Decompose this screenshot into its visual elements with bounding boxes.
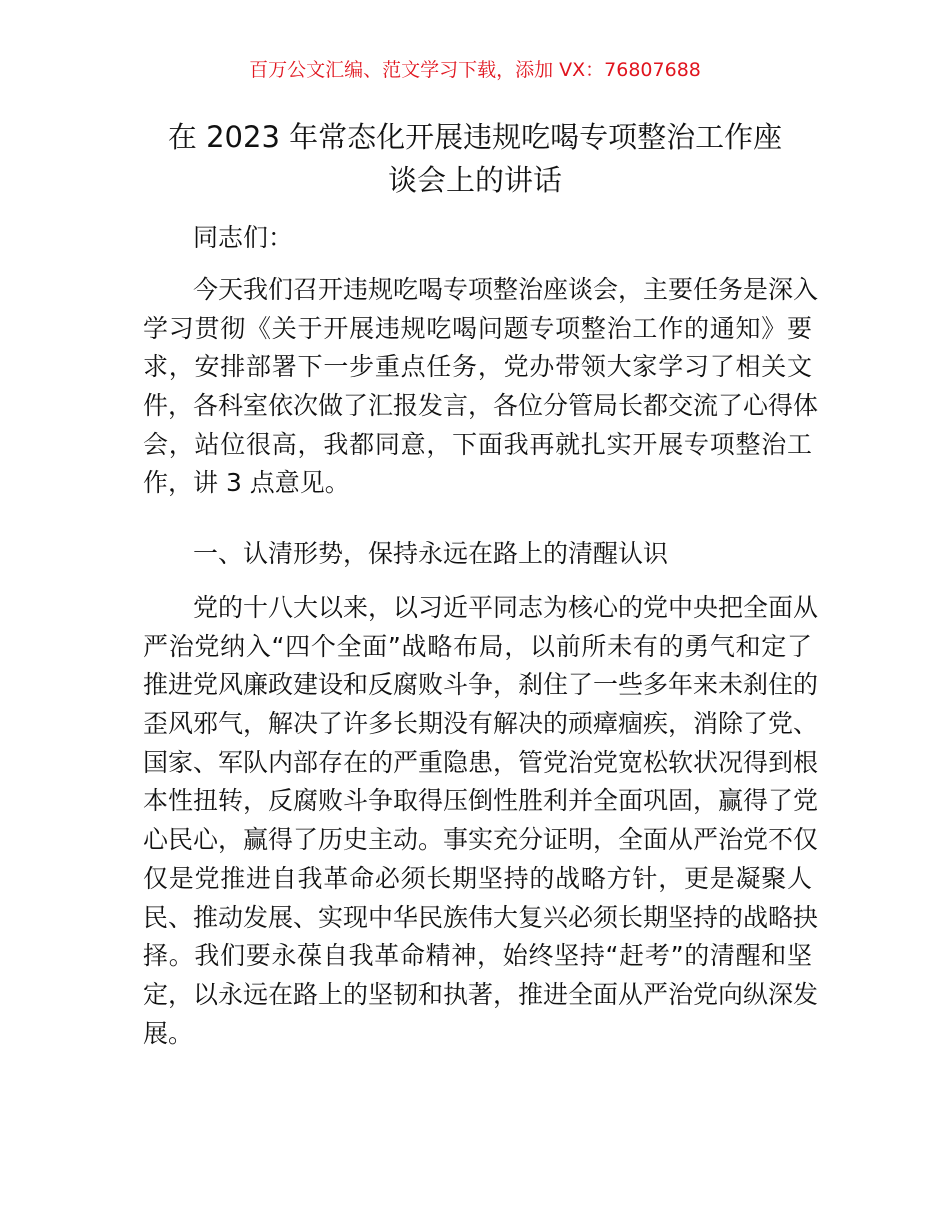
paragraph-line: 展。: [143, 1018, 194, 1048]
paragraph-line: 歪风邪气，解决了许多长期没有解决的顽瘴痼疾，消除了党、: [143, 709, 819, 739]
greeting-text: 同志们：: [193, 223, 294, 252]
paragraph-line: 国家、军队内部存在的严重隐患，管党治党宽松软状况得到根: [143, 747, 819, 777]
paragraph-1: [143, 271, 819, 503]
paragraph-line: 会，站位很高，我都同意，下面我再就扎实开展专项整治工: [143, 429, 812, 459]
watermark-banner: 百万公文汇编、范文学习下载，添加 VX：76807688: [249, 59, 701, 81]
paragraph-line: 本性扭转，反腐败斗争取得压倒性胜利并全面巩固，赢得了党: [143, 786, 819, 816]
paragraph-2: [143, 589, 819, 1053]
paragraph-line: 作，讲 3 点意见。: [143, 468, 350, 498]
paragraph-line: 定，以永远在路上的坚韧和执著，推进全面从严治党向纵深发: [143, 979, 819, 1009]
paragraph-line: 择。我们要永葆自我革命精神，始终坚持“赶考”的清醒和坚: [143, 941, 812, 971]
greeting: [143, 219, 812, 258]
heading-text: 一、认清形势，保持永远在路上的清醒认识: [193, 539, 669, 568]
paragraph-line: 严治党纳入“四个全面”战略布局，以前所未有的勇气和定了: [143, 631, 812, 661]
paragraph-line: 党的十八大以来，以习近平同志为核心的党中央把全面从: [193, 593, 819, 622]
paragraph-line: 心民心，赢得了历史主动。事实充分证明，全面从严治党不仅: [143, 825, 819, 855]
paragraph-line: 件，各科室依次做了汇报发言，各位分管局长都交流了心得体: [143, 391, 819, 421]
title-line-1: 在 2023 年常态化开展违规吃喝专项整治工作座: [167, 120, 783, 154]
paragraph-line: 推进党风廉政建设和反腐败斗争，刹住了一些多年来未刹住的: [143, 670, 819, 700]
paragraph-line: 仅是党推进自我革命必须长期坚持的战略方针，更是凝聚人: [143, 863, 812, 893]
title-line-2: 谈会上的讲话: [387, 163, 562, 197]
document-title: [120, 116, 830, 202]
paragraph-line: 学习贯彻《关于开展违规吃喝问题专项整治工作的通知》要: [143, 313, 812, 343]
paragraph-line: 求，安排部署下一步重点任务，党办带领大家学习了相关文: [143, 352, 812, 382]
paragraph-line: 今天我们召开违规吃喝专项整治座谈会，主要任务是深入: [193, 275, 819, 304]
paragraph-line: 民、推动发展、实现中华民族伟大复兴必须长期坚持的战略抉: [143, 902, 819, 932]
section-heading-1: [143, 535, 812, 574]
